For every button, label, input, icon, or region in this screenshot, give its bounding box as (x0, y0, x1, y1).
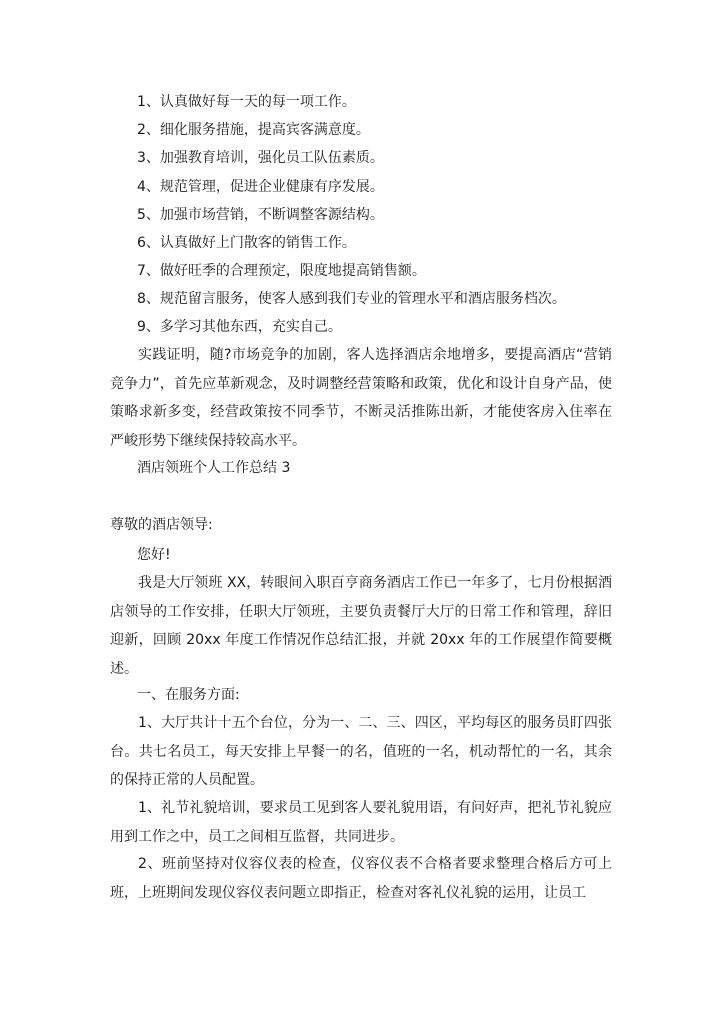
list-item: 6、认真做好上门散客的销售工作。 (137, 235, 356, 251)
list-item: 9、多学习其他东西，充实自己。 (137, 319, 342, 335)
paragraph-hall-layout: 1、大厅共计十五个台位，分为一、二、三、四区，平均每区的服务员盯四张台。共七名员工，每天安排上早餐一的名，值班的一名，机动帮忙的一名，其余的保持正常的人员配置。 (110, 715, 612, 788)
salutation: 尊敬的酒店领导: (110, 517, 213, 533)
paragraph-etiquette-training: 1、礼节礼貌培训，要求员工见到客人要礼貌用语，有问好声，把礼节礼貌应用到工作之中，员工之间相互监督，共同进步。 (110, 800, 612, 845)
list-item: 1、认真做好每一天的每一项工作。 (137, 94, 356, 110)
paragraph-intro: 我是大厅领班 XX，转眼间入职百亨商务酒店工作已一年多了，七月份根据酒店领导的工作安排，任职大厅领班，主要负责餐厅大厅的日常工作和管理，辞旧迎新，回顾 20xx 年度工作情况作总结汇报，并就 20xx 年的工作展望作简要概述。 (110, 575, 612, 677)
section-title: 酒店领班个人工作总结 3 (137, 460, 291, 476)
list-item: 3、加强教育培训，强化员工队伍素质。 (137, 150, 384, 166)
paragraph-appearance-check: 2、班前坚持对仪容仪表的检查，仪容仪表不合格者要求整理合格后方可上班，上班期间发现仪容仪表问题立即指正，检查对客礼仪礼貌的运用，让员工 (110, 856, 612, 901)
list-item: 2、细化服务措施，提高宾客满意度。 (137, 122, 370, 138)
greeting: 您好! (137, 547, 171, 563)
heading-service: 一、在服务方面: (137, 687, 240, 703)
list-item: 7、做好旺季的合理预定，限度地提高销售额。 (137, 263, 426, 279)
list-item: 8、规范留言服务，使客人感到我们专业的管理水平和酒店服务档次。 (137, 291, 566, 307)
list-item: 4、规范管理，促进企业健康有序发展。 (137, 179, 384, 195)
list-item: 5、加强市场营销，不断调整客源结构。 (137, 207, 384, 223)
paragraph-practice: 实践证明，随?市场竞争的加剧，客人选择酒店余地增多，要提高酒店“营销竞争力”，首先应革新观念，及时调整经营策略和政策，优化和设计自身产品，使策略求新多变，经营政策按不同季节，不断灵活推陈出新，才能使客房入住率在严峻形势下继续保持较高水平。 (110, 347, 612, 449)
